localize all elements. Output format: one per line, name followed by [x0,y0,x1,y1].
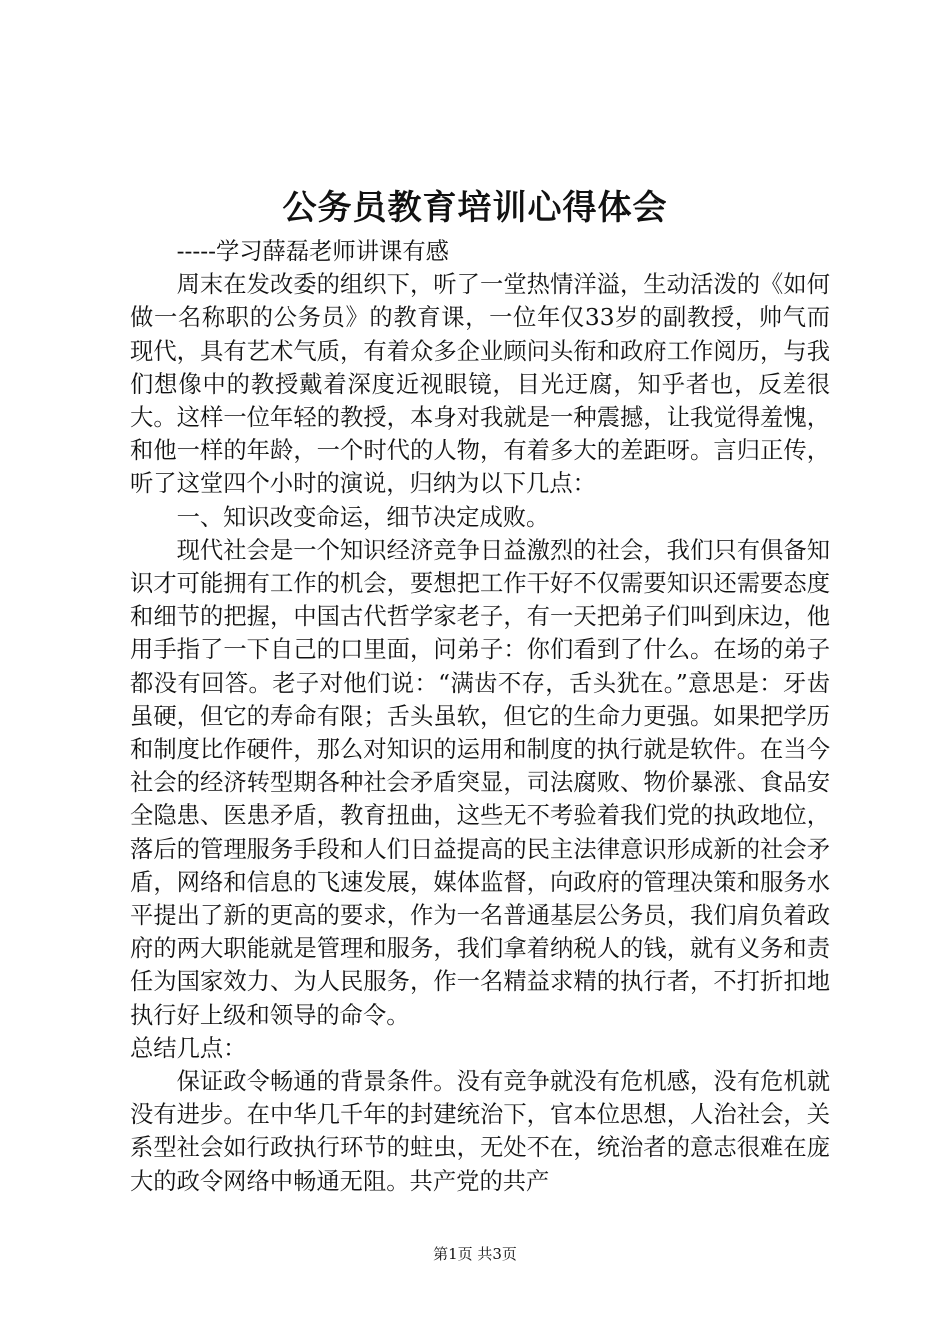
paragraph-summary-label: 总结几点： [130,1034,247,1062]
paragraph-intro: 周末在发改委的组织下，听了一堂热情洋溢，生动活泼的《如何做一名称职的公务员》的教育课，一位年仅33岁的副教授，帅气而现代，具有艺术气质，有着众多企业顾问头衔和政府工作阅历，与我们想像中的教授戴着深度近视眼镜，目光迂腐，知乎者也，反差很大。这样一位年轻的教授，本身对我就是一种震撼，让我觉得羞愧，和他一样的年龄，一个时代的人物，有着多大的差距呀。言归正传，听了这堂四个小时的演说，归纳为以下几点： [130,271,830,498]
paragraph-knowledge: 现代社会是一个知识经济竞争日益激烈的社会，我们只有俱备知识才可能拥有工作的机会，要想把工作干好不仅需要知识还需要态度和细节的把握，中国古代哲学家老子，有一天把弟子们叫到床边，他用手指了一下自己的口里面，问弟子：你们看到了什么。在场的弟子都没有回答。老子对他们说：“满齿不存，舌头犹在。”意思是：牙齿虽硬，但它的寿命有限；舌头虽软，但它的生命力更强。如果把学历和制度比作硬件，那么对知识的运用和制度的执行就是软件。在当今社会的经济转型期各种社会矛盾突显，司法腐败、物价暴涨、食品安全隐患、医患矛盾，教育扭曲，这些无不考验着我们党的执政地位，落后的管理服务手段和人们日益提高的民主法律意识形成新的社会矛盾，网络和信息的飞速发展，媒体监督，向政府的管理决策和服务水平提出了新的更高的要求，作为一名普通基层公务员，我们肩负着政府的两大职能就是管理和服务，我们拿着纳税人的钱，就有义务和责任为国家效力、为人民服务，作一名精益求精的执行者，不打折扣地执行好上级和领导的命令。 [130,536,830,1029]
document-title: 公务员教育培训心得体会 [282,188,668,228]
document-subtitle: -----学习薛磊老师讲课有感 [176,238,449,265]
paragraph-policy: 保证政令畅通的背景条件。没有竞争就没有危机感，没有危机就没有进步。在中华几千年的封建统治下，官本位思想，人治社会，关系型社会如行政执行环节的蛀虫，无处不在，统治者的意志很难在庞大的政令网络中畅通无阻。共产党的共产 [130,1068,830,1195]
page-number-footer: 第1页 共3页 [433,1245,517,1263]
document-body [130,235,830,1198]
section-heading-1: 一、知识改变命运，细节决定成败。 [176,503,550,531]
